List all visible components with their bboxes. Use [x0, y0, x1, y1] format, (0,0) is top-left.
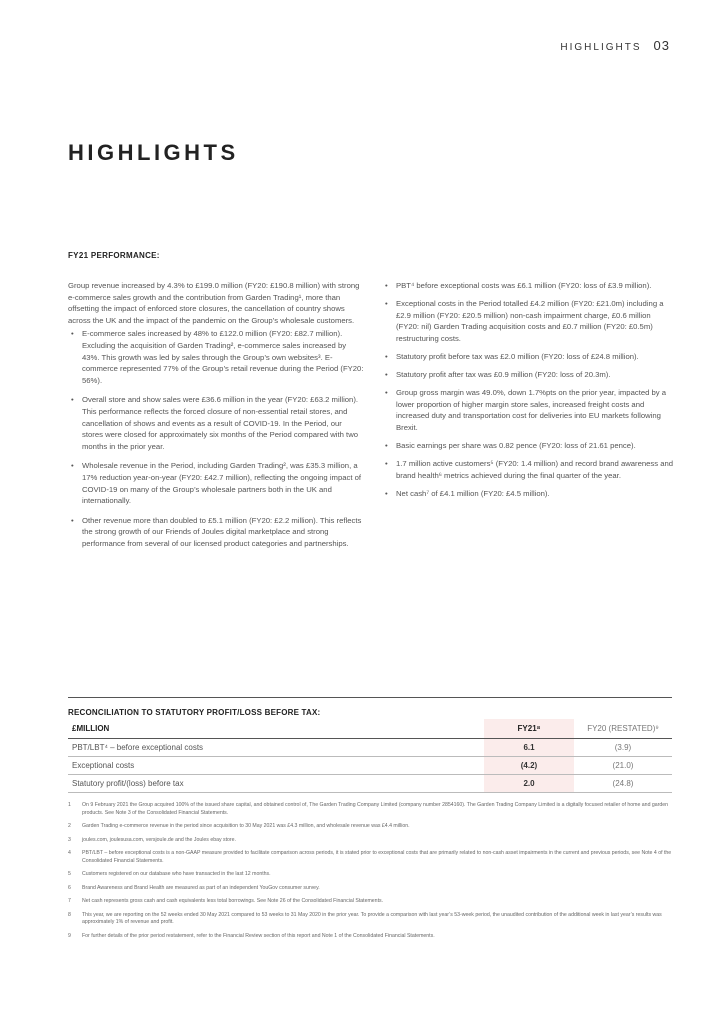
- footnote-number: 4: [68, 850, 71, 856]
- footnote-text: On 9 February 2021 the Group acquired 100% of the issued share capital, and obtained control of, The Garden Trading Company Limited (company number 2854160). The Garden Trading Company Limited is a digitally focused retailer of home and garden products. See Note 3 of the Consolidated Financial Statements.: [82, 802, 669, 816]
- footnote-number: 9: [68, 932, 71, 939]
- footnote: [68, 898, 674, 906]
- footnote: [68, 823, 674, 831]
- row-label: Statutory profit/(loss) before tax: [68, 775, 484, 793]
- bullet-item: • Wholesale revenue in the Period, including Garden Trading², was £35.3 million, a 17% reduction year-on-year (FY20: £42.7 million), reflecting the ongoing impact of COVID-19 on many of the Group’s wholesale partners both in the UK and internationally.: [68, 460, 364, 506]
- footnote-number: 3: [68, 836, 71, 843]
- footnote-text: Garden Trading e-commerce revenue in the period since acquisition to 30 May 2021 was £4.3 million, and wholesale revenue was £4.4 million.: [82, 823, 410, 829]
- row-label: Exceptional costs: [68, 757, 484, 775]
- page-header: [560, 38, 670, 53]
- column-header-fy20: FY20 (RESTATED)⁹: [574, 719, 672, 739]
- footnote-number: 5: [68, 871, 71, 877]
- right-bullet-list: [382, 280, 674, 499]
- bullet-item: • Group gross margin was 49.0%, down 1.7%pts on the prior year, impacted by a lower proportion of higher margin store sales, increased freight costs and increased duty and transportation cost for deliveries into EU markets following Brexit.: [382, 387, 674, 433]
- fy21-value: (4.2): [484, 757, 574, 775]
- fy21-value: 2.0: [484, 775, 574, 793]
- footnote-text: Brand Awareness and Brand Health are measured as part of an independent YouGov consumer survey.: [82, 884, 320, 891]
- bullet-item: • Net cash⁷ of £4.1 million (FY20: £4.5 million).: [382, 488, 674, 500]
- footnote-number: 2: [68, 823, 71, 829]
- bullet-item: • Overall store and show sales were £36.6 million in the year (FY20: £63.2 million). This performance reflects the forced closure of non-essential retail stores, and cancellation of shows and events as a result of COVID-19. In the Period, our stores were closed for approximately six months of the Period compared with two months in the prior year.: [68, 394, 364, 452]
- footnote: [68, 933, 674, 941]
- footnote-text: This year, we are reporting on the 52 weeks ended 30 May 2021 compared to 53 weeks to 31 May 2020 in the prior year. To provide a comparison with last year’s 53-week period, the unaudited contribution of the additional week in last year’s results was approximately 1% of revenue and profit.: [82, 911, 662, 925]
- fy20-value: (3.9): [574, 739, 672, 757]
- left-bullet-list: [68, 328, 364, 549]
- footnote-text: joules.com, joulesusa.com, versjoule.de and the Joules ebay store.: [82, 836, 236, 843]
- column-header-label: £MILLION: [68, 719, 484, 739]
- intro-paragraph: Group revenue increased by 4.3% to £199.0 million (FY20: £190.8 million) with strong e-commerce sales growth and the contribution from Garden Trading¹, more than offsetting the impact of enforced store closures, the cancellation of country shows across the UK and the impact of the pandemic on the Group’s wholesale customers.: [68, 281, 360, 325]
- reconciliation-title: RECONCILIATION TO STATUTORY PROFIT/LOSS BEFORE TAX:: [68, 708, 321, 717]
- right-column: [382, 280, 674, 506]
- footnote: [68, 850, 674, 865]
- footnote: [68, 802, 674, 817]
- page-title: HIGHLIGHTS: [68, 140, 239, 165]
- bullet-item: • Statutory profit before tax was £2.0 million (FY20: loss of £24.8 million).: [382, 351, 674, 363]
- bullet-item: • 1.7 million active customers⁵ (FY20: 1.4 million) and record brand awareness and brand health⁶ metrics achieved during the final quarter of the year.: [382, 458, 674, 481]
- footnote-text: PBT/LBT – before exceptional costs is a non-GAAP measure provided to facilitate comparison across periods, it is stated prior to exceptional costs that are primarily related to non-cash asset impairments in the current and previous periods, see Note 4 of the Consolidated Financial Statements.: [82, 850, 672, 864]
- footnote: [68, 837, 674, 845]
- column-header-fy21: FY21⁸: [484, 719, 574, 739]
- left-column: [68, 280, 364, 557]
- footnote: [68, 912, 674, 927]
- footnote-text: Net cash represents gross cash and cash equivalents less total borrowings. See Note 26 of the Consolidated Financial Statements.: [82, 898, 384, 904]
- footnote-number: 6: [68, 884, 71, 891]
- footnote-number: 8: [68, 911, 71, 918]
- reconciliation-section: [68, 697, 672, 793]
- footnote-number: 7: [68, 898, 71, 904]
- fy21-value: 6.1: [484, 739, 574, 757]
- footnote: [68, 871, 674, 879]
- section-label: HIGHLIGHTS: [560, 42, 642, 53]
- table-header-row: [68, 719, 672, 739]
- table-row: [68, 739, 672, 757]
- footnotes: [68, 802, 674, 946]
- bullet-item: • PBT⁴ before exceptional costs was £6.1 million (FY20: loss of £3.9 million).: [382, 280, 674, 292]
- fy20-value: (24.8): [574, 775, 672, 793]
- footnote-number: 1: [68, 802, 71, 808]
- section-subtitle: FY21 PERFORMANCE:: [68, 251, 160, 260]
- footnote: [68, 885, 674, 893]
- table-row: [68, 775, 672, 793]
- table-row: [68, 757, 672, 775]
- reconciliation-table: [68, 719, 672, 793]
- footnote-text: Customers registered on our database who have transacted in the last 12 months.: [82, 871, 271, 877]
- row-label: PBT/LBT⁴ – before exceptional costs: [68, 739, 484, 757]
- bullet-item: • Exceptional costs in the Period totalled £4.2 million (FY20: £21.0m) including a £2.9 million (FY20: £20.5 million) non-cash impairment charge, £0.6 million (FY20: nil) Garden Trading acquisition costs and £0.7 million (FY20: £0.5m) restructuring costs.: [382, 298, 674, 344]
- bullet-item: • Basic earnings per share was 0.82 pence (FY20: loss of 21.61 pence).: [382, 440, 674, 452]
- footnote-text: For further details of the prior period restatement, refer to the Financial Review section of this report and Note 1 of the Consolidated Financial Statements.: [82, 932, 435, 939]
- page-number: 03: [653, 38, 670, 53]
- bullet-item: • Statutory profit after tax was £0.9 million (FY20: loss of 20.3m).: [382, 369, 674, 381]
- bullet-item: • E-commerce sales increased by 48% to £122.0 million (FY20: £82.7 million). Excluding the acquisition of Garden Trading², e-commerce sales increased by 43%. This growth was led by sales through the Group’s own websites³. E-commerce represented 77% of the Group’s retail revenue during the Period (FY20: 56%).: [68, 328, 364, 386]
- bullet-item: • Other revenue more than doubled to £5.1 million (FY20: £2.2 million). This reflects the strong growth of our Friends of Joules digital marketplace and strong performance from several of our licensed product categories and partnerships.: [68, 515, 364, 550]
- fy20-value: (21.0): [574, 757, 672, 775]
